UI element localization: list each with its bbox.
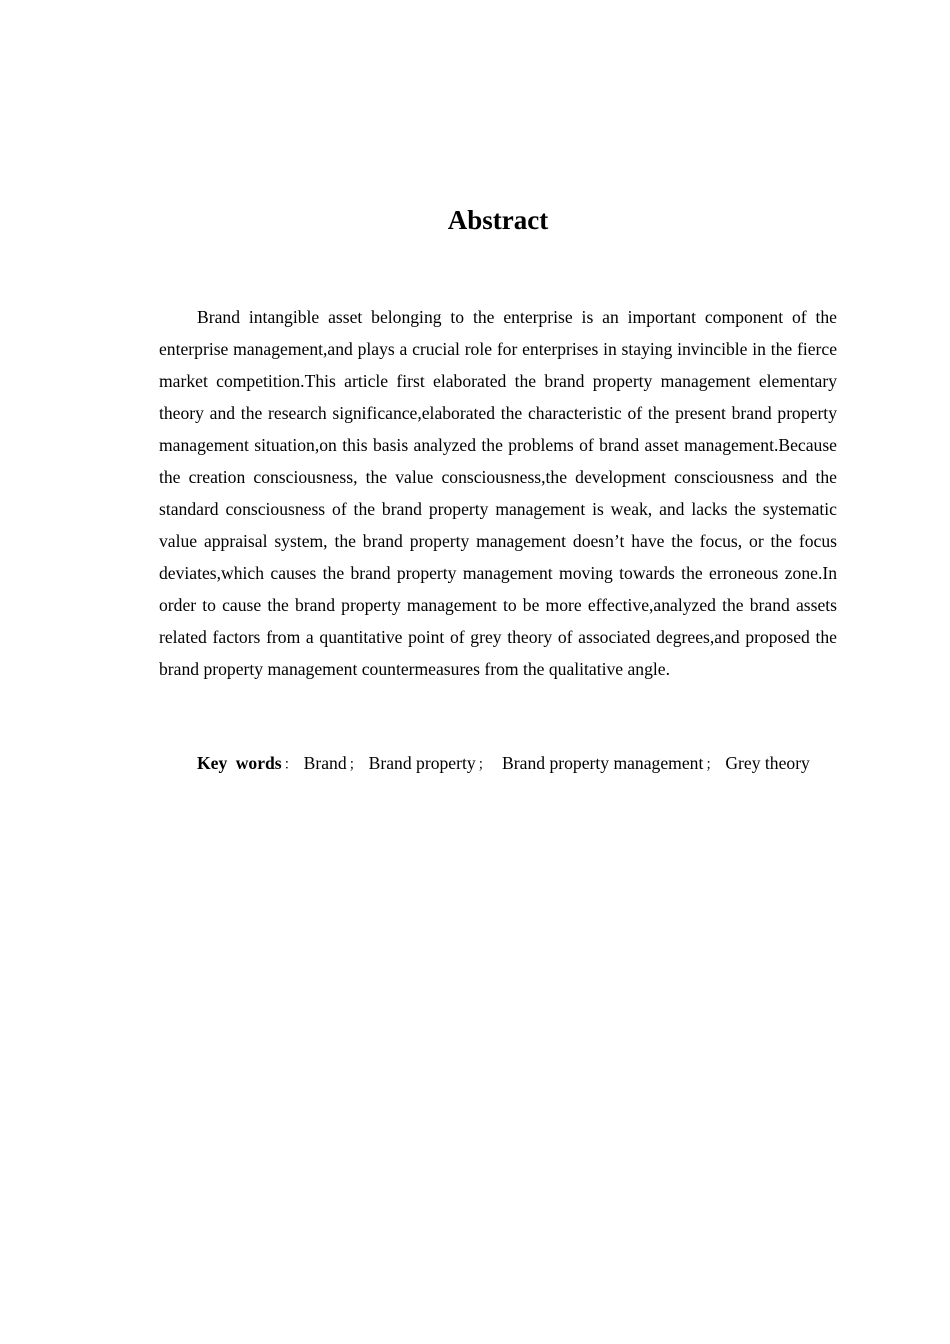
keyword-separator: ； <box>705 758 720 773</box>
keyword-item: Grey theory <box>725 753 810 773</box>
keyword-item: Brand property <box>368 753 476 773</box>
keyword-separator: ； <box>348 758 363 773</box>
abstract-body: Brand intangible asset belonging to the enterprise is an important component of the enterprise management,and plays a crucial role for enterprises in staying invincible in the fierce market competition.This article first elaborated the brand property management elementary theory and the research significance,elaborated the characteristic of the present brand property management situation,on this basis analyzed the problems of brand asset management.Because the creation consciousness, the value consciousness,the development consciousness and the standard consciousness of the brand property management is weak, and lacks the systematic value appraisal system, the brand property management doesn’t have the focus, or the focus deviates,which causes the brand property management moving towards the erroneous zone.In order to cause the brand property management to be more effective,analyzed the brand assets related factors from a quantitative point of grey theory of associated degrees,and proposed the brand property management countermeasures from the qualitative angle. <box>159 307 837 679</box>
keyword-item: Brand <box>303 753 347 773</box>
keywords-line <box>159 747 837 782</box>
keywords-label: Key words <box>197 753 282 773</box>
keyword-item: Brand property management <box>502 753 704 773</box>
keywords-colon: ： <box>283 758 298 773</box>
keyword-separator: ； <box>477 758 492 773</box>
abstract-title: Abstract <box>447 205 549 235</box>
